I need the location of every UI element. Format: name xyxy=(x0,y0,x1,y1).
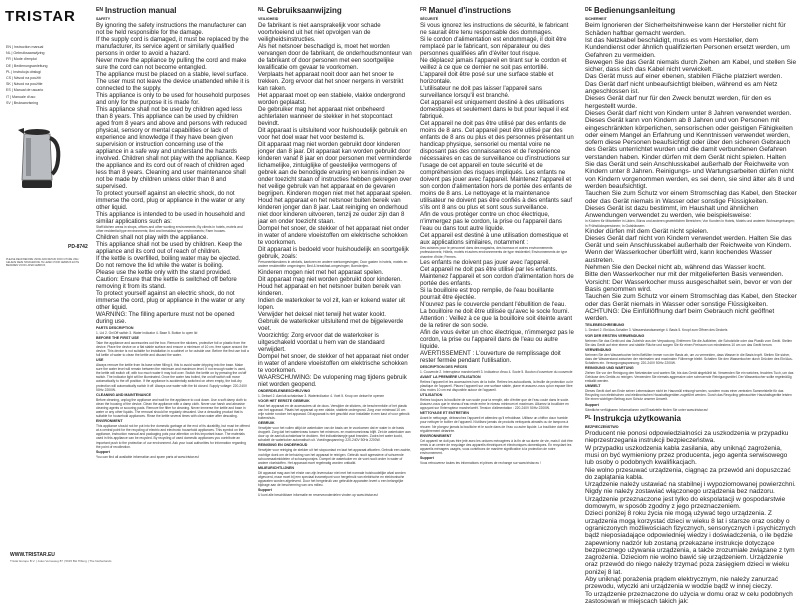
safety-item: Caution: Ensure that the kettle is switched off before removing it from its stand. xyxy=(96,275,237,290)
safety-item: WARNING: The filling aperture must not be opened during use. xyxy=(96,310,235,325)
safety-item: If the supply cord is damaged, it must be replaced by the manufacturer, its service agent or similarly qualified persons in order to avoid a hazard. xyxy=(96,36,249,58)
cleaning-text: Verwijder voor reiniging de stekker uit het stopcontact en laat het apparaat afkoelen. Gebruik een zachte, vochtige doek om de behuizing van het apparaat te reinigen. Gebruik nooit agressieve of schurende schoonmaakmiddelen of schuursponsjes. Dompel de waterkoker en de voet nooit onder in water of andere vloeistoffen. Het apparaat moet regelmatig worden ontkalkt. xyxy=(258,448,412,465)
usage-notes: Personeelskeukens in winkels, kantoren en andere werkomgevingen; Door gasten in hotels, motels en andere residentiële omgevingen; Bed & breakfast-omgevingen; Boerderijen. xyxy=(258,260,408,269)
safety-item: To protect yourself against an electric shock, do not immerse the cord, plug or appliance in the water or any other liquid. xyxy=(96,289,245,311)
before-first-use-text: Retirez l'appareil et les accessoires hors de la boîte. Retirez les autocollants, la feuille de protection ou le plastique de l'appareil. Placez l'appareil sur une surface stable, plane et assurez-vous qu'un espace libre d'au moins 10 cm est disponible autour de l'appareil. xyxy=(420,379,574,392)
support-text: You can find all available information and spare parts at www.tristar.eu! xyxy=(96,454,200,459)
safety-item: Si vous ignorez les instructions de sécurité, le fabricant ne saurait être tenu responsable des dommages. xyxy=(420,22,569,37)
section-heading: Instrukcja użytkowania xyxy=(593,413,681,423)
safety-item: The user must not leave the device unattended while it is connected to the supply. xyxy=(96,78,250,93)
support-heading: Support xyxy=(585,402,599,407)
section-title xyxy=(96,6,250,15)
safety-item: Dompel het snoer, de stekker of het apparaat niet onder in water of andere vloeistoffen om elektrische schokken te voorkomen. xyxy=(258,225,409,247)
before-first-use-heading: AVANT LA PREMIÈRE UTILISATION xyxy=(420,374,481,379)
safety-item: Nigdy nie należy zostawiać włączonego urządzenia bez nadzoru. xyxy=(585,488,775,496)
safety-item: Children shall not play with the appliance. xyxy=(96,233,209,241)
safety-heading: BEZPIECZEŃSTWO xyxy=(585,425,619,430)
section-heading: Gebruiksaanwijzing xyxy=(266,6,342,15)
section-fr xyxy=(420,4,574,570)
safety-item: Dit apparaat is bedoeld voor huishoudelijk en soortgelijk gebruik, zoals: xyxy=(258,246,409,261)
support-heading: Support xyxy=(96,449,110,454)
safety-item: Dit apparaat mag niet worden gebruikt door kinderen jonger dan 8 jaar. Dit apparaat kan worden gebruikt door kinderen vanaf 8 jaar en door personen met verminderde lichamelijke, zintuiglijke of geestelijke vermogens of gebrek aan de benodigde ervaring en kennis indien ze onder toezicht staan of instructies hebben gekregen over het veilige gebruik van het apparaat en de gevaren begrijpen. Kinderen mogen niet met het apparaat spelen. Houd het apparaat en het netsnoer buiten bereik van kinderen jonger dan 8 jaar. Laat reiniging en onderhoud niet door kinderen uitvoeren, tenzij ze ouder zijn dan 8 jaar en onder toezicht staan. xyxy=(258,141,412,226)
language-tag: EN xyxy=(96,7,103,14)
safety-item: Dieses Gerät darf nur für den Zweck benutzt werden, für den es hergestellt wurde. xyxy=(585,95,772,110)
before-first-use-text: Take the appliance and accessories out the box. Remove the stickers, protective foil or plastic from the device. Place the device on a flat stable surface and ensure a minimum of 10 cm. free space around the device. This device is not suitable for installation in a cabinet or for outside use. Before the first use boil a full kettle of water to clean the kettle and discard the water. xyxy=(96,340,249,357)
safety-item: Cet appareil est destiné à une utilisation domestique et aux applications similaires, notamment : xyxy=(420,232,569,247)
safety-item: Aby uniknąć porażenia prądem elektrycznym, nie należy zanurzać przewodu, wtyczki ani urządzenia w wodzie bądź w innej cieczy. xyxy=(585,576,779,591)
support-text: Sämtliche verfügbaren Informationen und Ersatzteile finden Sie unter www.tristar.eu! xyxy=(585,407,709,412)
safety-item: Ne déplacez jamais l'appareil en tirant sur le cordon et veillez à ce que ce dernier ne soit pas entortillé. xyxy=(420,57,567,72)
kettle-image xyxy=(14,120,60,190)
use-text: Nehmen Sie den Wasserkocher beim Befüllen immer von der Basis ab, um zu vermeiden, dass Wasser in die Basis tropft. Stellen Sie sicher, dass der Wasserstand zwischen der minimalen und maximalen Füllmenge bleibt. Schalten Sie den Wasserkocher durch Drücken des Ein/Aus-Schalters ein. Versorgungsspannung: 220-240V 50Hz 2200W. xyxy=(585,352,793,365)
safety-item: Afin de vous protéger contre un choc électrique, n'immergez pas le cordon, la prise ou l'appareil dans l'eau ou dans tout autre liquide. xyxy=(420,211,562,233)
safety-item: Cet appareil ne doit pas être utilisé par des enfants de moins de 8 ans. Cet appareil peut être utilisé par des enfants de 8 ans ou plus et des personnes présentant un handicap physique, sensoriel ou mental voire ne disposant pas des connaissances et de l'expérience nécessaires en cas de surveillance ou d'instructions sur l'usage de cet appareil en toute sécurité et de compréhension des risques impliqués. Les enfants ne doivent pas jouer avec l'appareil. Maintenez l'appareil et son cordon d'alimentation hors de portée des enfants de moins de 8 ans. Le nettoyage et la maintenance utilisateur ne doivent pas être confiés à des enfants sauf s'ils ont 8 ans ou plus et sont sous surveillance. xyxy=(420,120,574,212)
safety-item: By ignoring the safety instructions the manufacturer can not be held responsible for the damage. xyxy=(96,22,247,37)
language-tag: PL xyxy=(585,415,592,422)
language-tag: DE xyxy=(585,7,592,14)
safety-item: Das Gerät muss auf einer ebenen, stabilen Fläche platziert werden. xyxy=(585,73,783,81)
section-nl xyxy=(258,4,412,570)
language-item: SK | Návod na použitie xyxy=(6,82,43,87)
safety-item: Si le cordon d'alimentation est endommagé, il doit être remplacé par le fabricant, son réparateur ou des personnes qualifiées afin d'éviter tout risque. xyxy=(420,36,567,58)
safety-item: Kinderen mogen niet met het apparaat spelen. xyxy=(258,268,384,276)
support-heading: Support xyxy=(258,488,272,493)
safety-item: Dit apparaat is uitsluitend voor huishoudelijk gebruik en voor het doel waar het voor bestemd is. xyxy=(258,127,408,142)
section-heading: Instruction manual xyxy=(104,6,177,15)
section-title xyxy=(420,6,574,15)
safety-item: Bewegen Sie das Gerät niemals durch Ziehen am Kabel, und stellen Sie sicher, dass sich das Kabel nicht verwickelt. xyxy=(585,58,797,74)
safety-item: If the kettle is overfilled, boiling water may be ejected. xyxy=(96,254,241,262)
safety-heading: SÉCURITÉ xyxy=(420,17,439,22)
safety-item: Les enfants ne doivent pas jouer avec l'appareil. xyxy=(420,258,551,266)
language-tag: FR xyxy=(420,7,427,14)
safety-item: Als het netsnoer beschadigd is, moet het worden vervangen door de fabrikant, de onderhoudsmonteur van de fabrikant of door personen met een soortgelijke kwalificatie om gevaar te voorkomen. xyxy=(258,43,412,72)
safety-item: Dompel het snoer, de stekker of het apparaat niet onder in water of andere vloeistoffen om elektrische schokken te voorkomen. xyxy=(258,352,409,374)
language-item: DE | Bedienungsanleitung xyxy=(6,63,48,68)
before-first-use-text: Haal het apparaat en de accessoires uit de doos. Verwijder de stickers, de beschermfolie of het plastic van het apparaat. Plaats het apparaat op een vlakke, stabiele ondergrond. Zorg voor minimaal 10 cm vrije ruimte rondom het apparaat. Dit apparaat is niet geschikt voor installatie in een kast of voor gebruik buitenshuis. xyxy=(258,403,410,420)
safety-item: N'ouvrez pas le couvercle pendant l'ébullition de l'eau. xyxy=(420,300,567,308)
safety-item: Urządzenie należy ustawiać na stabilnej i wypoziomowanej powierzchni. xyxy=(585,481,796,489)
safety-item: Tauchen Sie zum Schutz vor einem Stromschlag das Kabel, den Stecker oder das Gerät niemals in Wasser oder sonstige Flüssigkeiten. xyxy=(585,293,797,308)
safety-item: Bitte den Wasserkocher nur mit der mitgelieferten Basis verwenden. xyxy=(585,271,784,279)
language-item: EN | Instruction manual xyxy=(6,45,44,49)
use-heading: UTILISATION xyxy=(420,393,443,398)
parts-list: 1. Deckel 2. Ein/Aus-Schalter 3. Wasserstandsanzeige 4. Basis 5. Knopf zum Öffnen des Deckels xyxy=(585,328,728,333)
language-item: SV | Bruksanvisning xyxy=(6,100,39,105)
parts-heading: DESCRIPTION DES PIÈCES xyxy=(420,364,468,369)
safety-item: Please use the kettle only with the stand provided. xyxy=(96,268,232,276)
safety-item: W przypadku uszkodzenia kabla zasilania, aby uniknąć zagrożenia, musi on być wymieniony przez producenta, jego agenta serwisowego lub osoby o podobnych kwalifikacjach. xyxy=(585,444,788,467)
safety-item: Nie wolno przesuwać urządzenia, ciągnąc za przewód ani dopuszczać do zaplątania kabla. xyxy=(585,466,791,481)
before-first-use-heading: VOR DER ERSTEN VERWENDUNG xyxy=(585,333,645,338)
cleaning-heading: REINIGING EN ONDERHOUD xyxy=(258,443,308,448)
language-item: PL | Instrukcja obsługi xyxy=(6,69,41,74)
safety-item: ACHTUNG: Die Einfüllöffnung darf beim Gebrauch nicht geöffnet werden. xyxy=(585,307,775,323)
section-heading: Bedienungsanleitung xyxy=(593,6,676,15)
environment-text: Dit apparaat mag aan het einde van zijn levensduur niet met het normale huishoudelijke afval worden afgevoerd, maar moet bij een speciaal inzamelpunt voor hergebruik van elektrische en elektronische apparaten worden afgeleverd. Door het hergebruik van gebruikte apparaten levert u een belangrijke bijdrage aan de bescherming van ons milieu. xyxy=(258,470,406,488)
safety-item: Indien de waterkoker te vol zit, kan er kokend water uit lopen. xyxy=(258,296,406,311)
safety-item: L'utilisateur ne doit pas laisser l'appareil sans surveillance lorsqu'il est branché. xyxy=(420,85,542,100)
use-text: Retirez toujours la bouilloire de son socle pour la remplir, afin d'éviter que de l'eau coule dans le socle. Assurez-vous que le niveau d'eau reste entre le niveau minimum et maximum. Allumez la bouilloire en appuyant sur l'interrupteur marche/arrêt. Tension d'alimentation : 220-240V 50Hz 2200W. xyxy=(420,398,570,411)
cleaning-heading: NETTOYAGE ET ENTRETIEN xyxy=(420,411,469,416)
safety-item: Beim Ignorieren der Sicherheitshinweise kann der Hersteller nicht für Schäden haftbar gemacht werden. xyxy=(585,22,786,37)
environment-heading: ENVIRONNEMENT xyxy=(420,433,452,438)
parts-list: 1. Deksel 2. Aan/uit-schakelaar 3. Waterindicator 4. Voet 5. Knop om deksel te openen xyxy=(258,393,385,398)
safety-item: Nehmen Sie den Deckel nicht ab, während das Wasser kocht. xyxy=(585,264,766,272)
safety-item: Vorsicht: Der Wasserkocher muss ausgeschaltet sein, bevor er von der Basis genommen wird. xyxy=(585,278,793,293)
safety-item: This appliance shall not be used by children. Keep the appliance and its cord out of reach of children. xyxy=(96,240,243,255)
use-heading: GEBRUIK xyxy=(258,421,275,426)
parts-heading: ONDERDELENBESCHRIJVING xyxy=(258,388,311,393)
usage-notes: Des cuisines pour le personnel dans des magasins, des bureaux et autres environnements professionnels; Hôtels, motels et autres environnements de type résidentiel; Environnements de type chambre d'hôte; Fermes. xyxy=(420,246,568,259)
safety-item: Afin de vous éviter un choc électrique, n'immergez pas le cordon, la prise ou l'appareil dans de l'eau ou autre liquide. xyxy=(420,328,574,350)
environment-heading: MILIEURICHTLIJNEN xyxy=(258,465,294,470)
use-heading: USE xyxy=(96,358,104,363)
section-title xyxy=(585,6,797,15)
safety-item: Gebruik de waterkoker uitsluitend met de bijgeleverde voet. xyxy=(258,317,404,332)
language-item: NL | Gebruiksaanwijzing xyxy=(6,51,45,56)
support-text: U kunt alle beschikbare informatie en reserveonderdelen vinden op www.tristar.eu! xyxy=(258,493,379,498)
safety-item: Dit apparaat mag niet worden gebruikt door kinderen. Houd het apparaat en het netsnoer buiten bereik van kinderen. xyxy=(258,275,402,297)
cleaning-heading: REINIGUNG UND WARTUNG xyxy=(585,366,634,371)
safety-item: Producent nie ponosi odpowiedzialności za uszkodzenia w przypadku nieprzestrzegania instrukcji bezpieczeństwa. xyxy=(585,430,789,445)
parts-heading: TEILEBESCHREIBUNG xyxy=(585,323,625,328)
safety-item: Do not remove the lid while the water is boiling. xyxy=(96,261,224,269)
safety-item: Das Gerät darf nicht unbeaufsichtigt bleiben, während es am Netz angeschlossen ist. xyxy=(585,80,778,96)
safety-item: WAARSCHUWING: De vulopening mag tijdens gebruik niet worden geopend. xyxy=(258,373,407,388)
safety-item: Never move the appliance by pulling the cord and make sure the cord can not become entangled. xyxy=(96,57,247,72)
safety-item: Tauchen Sie zum Schutz vor einem Stromschlag das Kabel, den Stecker oder das Gerät niemals in Wasser oder sonstige Flüssigkeiten. xyxy=(585,190,797,205)
support-text: Vous retrouverez toutes les informations et pièces de rechange sur www.tristar.eu ! xyxy=(420,461,541,466)
safety-item: L'appareil doit être posé sur une surface stable et horizontale. xyxy=(420,71,554,86)
language-item: FR | Mode d'emploi xyxy=(6,57,37,62)
before-first-use-heading: BEFORE THE FIRST USE xyxy=(96,335,139,340)
use-heading: VERWENDUNG xyxy=(585,347,612,352)
safety-item: This appliance shall not be used by children aged less than 8 years. This appliance can be used by children aged from 8 years and above and persons with reduced physical, sensory or mental capabilities or lack of experience and knowledge if they have been given supervision or instruction concerning use of the appliance in a safe way and understand the hazards involved. Children shall not play with the appliance. Keep the appliance and its cord out of reach of children aged less than 8 years. Cleaning and user maintenance shall not be made by children unless older than 8 and supervised. xyxy=(96,106,250,191)
language-list xyxy=(6,44,64,106)
website: WWW.TRISTAR.EU xyxy=(10,552,55,558)
language-item: CS | Návod na použití xyxy=(6,76,41,81)
safety-item: La bouilloire ne doit être utilisée qu'avec le socle fourni. xyxy=(420,307,570,315)
cleaning-text: Ziehen Sie vor der Reinigung den Netzstecker und warten Sie, bis das Gerät abgekühlt ist. Verwenden Sie ein weiches, feuchtes Tuch, um das Gehäuse des Geräts zu reinigen. Verwenden Sie niemals aggressive oder scheuernde Reinigungsmittel. Der Wasserkocher sollte regelmäßig entkalkt werden. xyxy=(585,371,794,384)
section-title xyxy=(258,6,412,15)
safety-item: Wenn der Wasserkocher überfüllt wird, kann kochendes Wasser austreten. xyxy=(585,249,773,264)
cleaning-text: Avant le nettoyage, débranchez l'appareil et attendez qu'il refroidisse. Utilisez un chiffon doux humide pour nettoyer le boîtier de l'appareil. N'utilisez jamais de produits nettoyants abrasifs ou de tampons à récurer. Ne plongez jamais la bouilloire et le socle dans de l'eau ou autre liquide. La bouilloire doit être régulièrement détartrée. xyxy=(420,416,569,433)
safety-item: Attention : Veillez à ce que la bouilloire soit éteinte avant de la retirer de son socle. xyxy=(420,314,573,329)
safety-item: The appliance must be placed on a stable, level surface. xyxy=(96,71,249,79)
language-tag: NL xyxy=(258,7,265,14)
before-first-use-heading: VOOR HET EERSTE GEBRUIK xyxy=(258,398,310,403)
before-first-use-text: Nehmen Sie das Gerät und das Zubehör aus der Verpackung. Entfernen Sie die Aufkleber, die Schutzfolie oder das Plastik vom Gerät. Stellen Sie das Gerät auf eine ebene und stabile Fläche und sorgen Sie für einen Freiraum von mindestens 10 cm um das Gerät herum. xyxy=(585,338,793,347)
safety-item: To urządzenie przeznaczone do użycia w domu oraz w celu podobnych zastosowań w miejscach takich jak: xyxy=(585,590,793,605)
read-before-use-notice: PLEASE READ BEFORE USING AND RETAIN FOR FUTURE USE / GELIEVE DEZE HANDLEIDING TE LEZEN VOOR GEBRUIK EN TE BEWAREN VOOR LATER GEBRUIK xyxy=(6,258,80,268)
safety-item: Kinder dürfen mit dem Gerät nicht spielen. xyxy=(585,227,709,235)
safety-item: Dzieci poniżej 8 roku życia nie mogą używać tego urządzenia. Z urządzenia mogą korzystać dzieci w wieku 8 lat i starsze oraz osoby o ograniczonych możliwościach fizycznych, sensorycznych i psychicznych bądź nieposiadające odpowiedniej wiedzy i doświadczenia, o ile będzie zapewniony nadzór lub zostaną przekazane instrukcje dotyczące bezpiecznego używania urządzenia, a także zrozumiałe związane z tym zagrożenia. Dzieciom nie wolno bawić się urządzeniem. Urządzenie oraz przewód do niego należy trzymać poza zasięgiem dzieci w wieku poniżej 8 lat. xyxy=(585,510,796,576)
safety-item: Verplaats het apparaat nooit door aan het snoer te trekken. Zorg ervoor dat het snoer nergens in verstrikt kan raken. xyxy=(258,71,404,93)
section-heading: Manuel d'instructions xyxy=(428,6,512,15)
usage-notes: In Küchen für Mitarbeiter in Läden, Büros und anderen gewerblichen Bereichen; Von Kunden in Hotels, Motels und anderen Wohnumgebungen; In Frühstückspensionen; In Gutshäusern. xyxy=(585,219,795,228)
support-heading: Support xyxy=(420,456,434,461)
safety-item: De gebruiker mag het apparaat niet onbeheerd achterlaten wanneer de stekker in het stopcontact bevindt. xyxy=(258,106,393,128)
parts-list: 1. Lid 2. On/Off switch 3. Water indicator 4. Base 5. Button to open lid xyxy=(96,330,198,335)
cleaning-heading: CLEANING AND MAINTENANCE xyxy=(96,392,151,397)
safety-item: Dieses Gerät darf nicht von Kindern unter 8 Jahren verwendet werden. Dieses Gerät kann von Kindern ab 8 Jahren und von Personen mit eingeschränkten körperlichen, sensorischen oder geistigen Fähigkeiten oder einem Mangel an Erfahrung und Kenntnissen verwendet werden, sofern diese Personen beaufsichtigt oder über den sicheren Gebrauch des Geräts unterrichtet wurden und die damit verbundenen Gefahren verstanden haben. Kinder dürfen mit dem Gerät nicht spielen. Halten Sie das Gerät und sein Anschlusskabel außerhalb der Reichweite von Kindern unter 8 Jahren. Reinigungs- und Wartungsarbeiten dürfen nicht von Kindern vorgenommen werden, es sei denn, sie sind älter als 8 und werden beaufsichtigt. xyxy=(585,109,795,190)
model-number: PD-8742 xyxy=(68,244,88,250)
safety-item: Ist das Netzkabel beschädigt, muss es vom Hersteller, dem Kundendienst oder ähnlich qualifizierten Personen ersetzt werden, um Gefahren zu vermeiden. xyxy=(585,36,790,59)
cleaning-text: Before cleaning, unplug the appliance and wait for the appliance to cool down. Use a soft damp cloth to clean the housing of the device. Clean the appliance with a damp cloth. Never use harsh and abrasive cleaning agents or scouring pads. Remove the filter for cleaning. Never immerse the kettle and base in water or any other liquids. The removal should be regularly descaled. Use a descaling product that is suitable for household appliances. Rinse the kettle several times with clean water after descaling. xyxy=(96,397,247,419)
parts-heading: PARTS DESCRIPTION xyxy=(96,325,134,330)
company-address: Tristar Europe B.V. | Jules Verneweg 87 | 5015 BH Tilburg | The Netherlands xyxy=(10,559,112,563)
safety-item: Cet appareil est uniquement destiné à des utilisations domestiques et seulement dans le but pour lequel il est fabriqué. xyxy=(420,99,569,121)
safety-item: This appliance is only to be used for household purposes and only for the purpose it is made for. xyxy=(96,92,250,107)
safety-item: Dieses Gerät darf nicht von Kindern verwendet werden. Halten Sie das Gerät und sein Anschlusskabel außerhalb der Reichweite von Kindern. xyxy=(585,234,792,250)
environment-text: Dieses Gerät darf am Ende seiner Lebensdauer nicht im Hausmüll entsorgt werden, sondern muss einer zentralen Sammelstelle für das Recycling von elektrischen und elektronischen Haushaltsgeräten zugeführt werden. Durch das Recycling gebrauchter Haushaltsgeräte leisten Sie einen wichtigen Beitrag zum Schutz unserer Umwelt. xyxy=(585,389,792,402)
environment-heading: ENVIRONMENT xyxy=(96,419,123,424)
section-title xyxy=(585,414,797,423)
parts-list: 1. Couvercle 2. Interrupteur marche/arrêt 3. Indicateur d'eau 4. Socle 5. Bouton d'ouverture du couvercle xyxy=(420,369,573,374)
safety-heading: VEILIGHEID xyxy=(258,17,279,22)
usage-notes: Staff kitchen areas in shops, offices and other working environments; By clients in hotels, motels and other residential type environments; Bed and breakfast type environments; Farm houses. xyxy=(96,225,243,234)
safety-item: Dieses Gerät ist dazu bestimmt, im Haushalt und ähnlichen Anwendungen verwendet zu werden, wie beispielsweise: xyxy=(585,204,758,220)
safety-item: Si la bouilloire est trop remplie, de l'eau bouillante pourrait être éjectée. xyxy=(420,286,554,301)
use-text: Always remove the kettle from its base when filling it, this to avoid water dripping into the base. Make sure the water level will remain between the minimum and maximum level. If not enough water is used, the kettle will switch off, with too much water it may boil over. Switch the kettle on by pressing the on/off switch. The indicator light will be illuminated. Once the water has boiled, the on/off switch will move automatically to the off position. If the appliance is accidentally switched on when empty, the boil-dry protection will automatically switch it off. Always use water with the lid closed. Supply voltage: 220-240V 50Hz 2200W. xyxy=(96,363,248,392)
safety-item: Het apparaat moet op een stabiele, vlakke ondergrond worden geplaatst. xyxy=(258,92,406,107)
section-en xyxy=(96,4,250,570)
safety-heading: SAFETY xyxy=(96,17,111,22)
safety-heading: SICHERHEIT xyxy=(585,17,607,22)
environment-text: Cet appareil ne doit pas être jeté avec les ordures ménagères à la fin de sa durée de vie, mais il doit être remis à un centre de recyclage des appareils électriques et électroniques domestiques. En recyclant les appareils ménagers usagés, vous contribuez de manière significative à la protection de notre environnement. xyxy=(420,438,573,455)
safety-item: Cet appareil ne doit pas être utilisé par les enfants. Maintenez l'appareil et son cordon d'alimentation hors de portée des enfants. xyxy=(420,265,574,287)
safety-item: De fabrikant is niet aansprakelijk voor schade voortvloeiend uit het niet opvolgen van de veiligheidsinstructies. xyxy=(258,22,381,44)
safety-item: Voorzichtig: Zorg ervoor dat de waterkoker is uitgeschakeld voordat u hem van de standaard verwijdert. xyxy=(258,331,385,353)
environment-text: This appliance should not be put into the domestic garbage at the end of its durability, but must be offered at a central point for the recycling of electric and electronic household appliances. This symbol on the appliance, instruction manual and packaging puts your attention on this important issue. The materials used in this appliance can be recycled. By recycling of used domestic appliances you contribute an important push to the protection of our environment. Ask your local authorities for information regarding the point of recollection. xyxy=(96,424,250,449)
safety-item: Urządzenie przeznaczone jest tylko do ekspolatacji w gospodarstwie domowym, w sposób zgodny z jego przeznaczeniem. xyxy=(585,495,786,511)
use-text: Verwijder voor het vullen altijd de waterkoker van de basis om te voorkomen dat er water in de basis druppelt. Zorg dat het waterniveau tussen het minimum- en maximumniveau blijft. Zet de waterkoker aan door op de aan/uit-schakelaar te drukken. Het indicatielampje gaat branden. Zodra het water kookt, schakelt de waterkoker automatisch uit. Voedingsspanning: 220-240V 50Hz 2200W. xyxy=(258,426,411,443)
language-item: ES | Manual de usuario xyxy=(6,88,44,93)
safety-item: To protect yourself against an electric shock, do not immerse the cord, plug or appliance in the water or any other liquid. xyxy=(96,190,245,212)
safety-item: AVERTISSEMENT : L'ouverture de remplissage doit rester fermée pendant l'utilisation. xyxy=(420,349,561,364)
safety-item: This appliance is intended to be used in household and similar applications such as: xyxy=(96,211,245,226)
environment-heading: UMWELT xyxy=(585,384,601,389)
safety-item: Verwijder het deksel niet terwijl het water kookt. xyxy=(258,310,387,318)
language-item: IT | Manuale d'uso xyxy=(6,94,36,99)
section-de-pl xyxy=(585,4,797,605)
brand-logo: TRISTAR xyxy=(5,8,76,25)
